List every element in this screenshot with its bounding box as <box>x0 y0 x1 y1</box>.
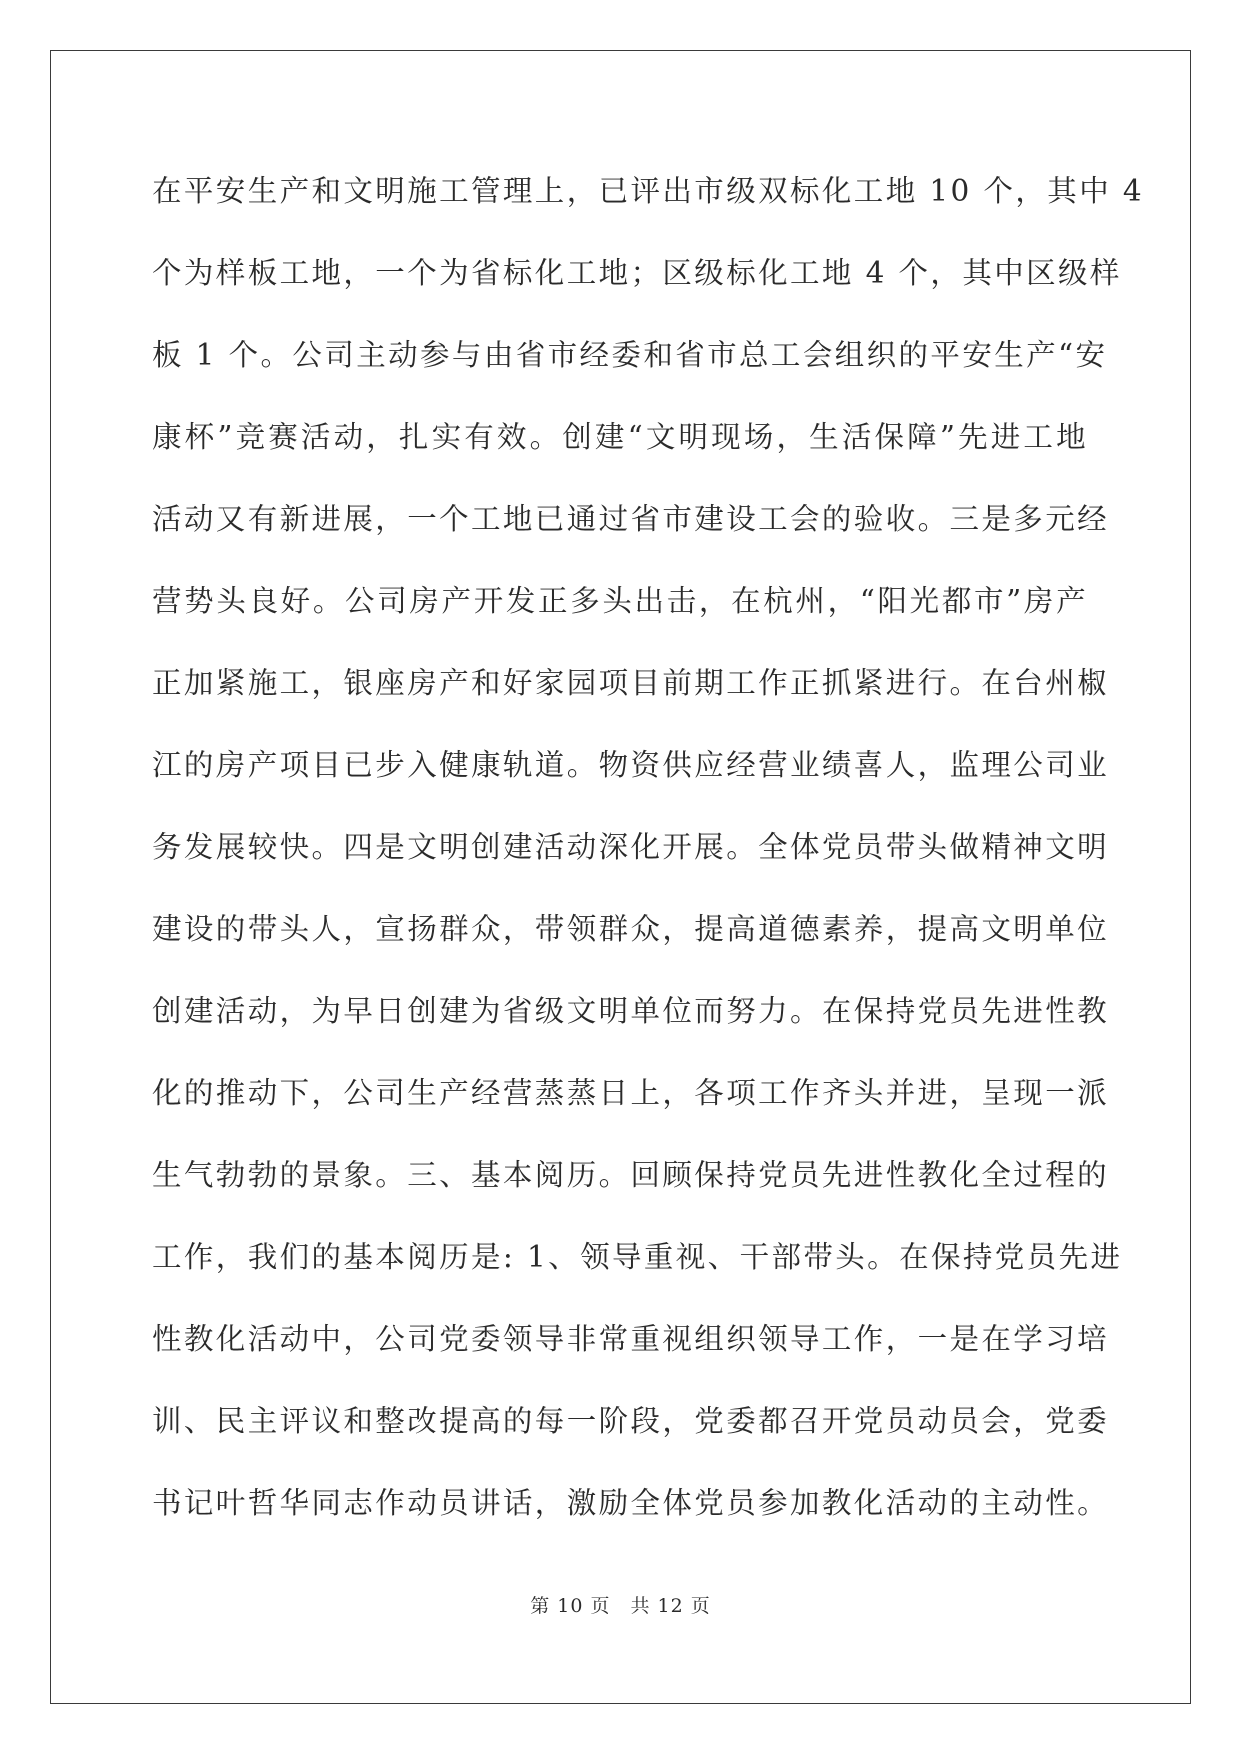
text-line: 建设的带头人，宣扬群众，带领群众，提高道德素养，提高文明单位 <box>152 912 1110 946</box>
text-line: 生气勃勃的景象。三、基本阅历。回顾保持党员先进性教化全过程的 <box>152 1158 1110 1192</box>
text-line: 营势头良好。公司房产开发正多头出击，在杭州，“阳光都市”房产 <box>152 584 1088 618</box>
text-line: 工作，我们的基本阅历是: 1、领导重视、干部带头。在保持党员先进 <box>152 1240 1123 1274</box>
text-line: 性教化活动中，公司党委领导非常重视组织领导工作，一是在学习培 <box>152 1322 1110 1356</box>
text-line: 化的推动下，公司生产经营蒸蒸日上，各项工作齐头并进，呈现一派 <box>152 1076 1110 1110</box>
text-line: 训、民主评议和整改提高的每一阶段，党委都召开党员动员会，党委 <box>152 1404 1110 1438</box>
text-line: 活动又有新进展，一个工地已通过省市建设工会的验收。三是多元经 <box>152 502 1110 536</box>
text-line: 在平安生产和文明施工管理上，已评出市级双标化工地 10 个，其中 4 <box>152 174 1145 208</box>
page-number-footer: 第 10 页 共 12 页 <box>530 1595 711 1617</box>
text-line: 创建活动，为早日创建为省级文明单位而努力。在保持党员先进性教 <box>152 994 1110 1028</box>
text-line: 个为样板工地，一个为省标化工地；区级标化工地 4 个，其中区级样 <box>152 256 1122 290</box>
text-line: 书记叶哲华同志作动员讲话，激励全体党员参加教化活动的主动性。 <box>152 1486 1110 1520</box>
text-line: 康杯”竞赛活动，扎实有效。创建“文明现场，生活保障”先进工地 <box>152 420 1088 454</box>
text-line: 正加紧施工，银座房产和好家园项目前期工作正抓紧进行。在台州椒 <box>152 666 1110 700</box>
body-paragraph <box>152 165 1145 1559</box>
text-line: 江的房产项目已步入健康轨道。物资供应经营业绩喜人，监理公司业 <box>152 748 1110 782</box>
text-line: 务发展较快。四是文明创建活动深化开展。全体党员带头做精神文明 <box>152 830 1110 864</box>
text-line: 板 1 个。公司主动参与由省市经委和省市总工会组织的平安生产“安 <box>152 338 1108 372</box>
